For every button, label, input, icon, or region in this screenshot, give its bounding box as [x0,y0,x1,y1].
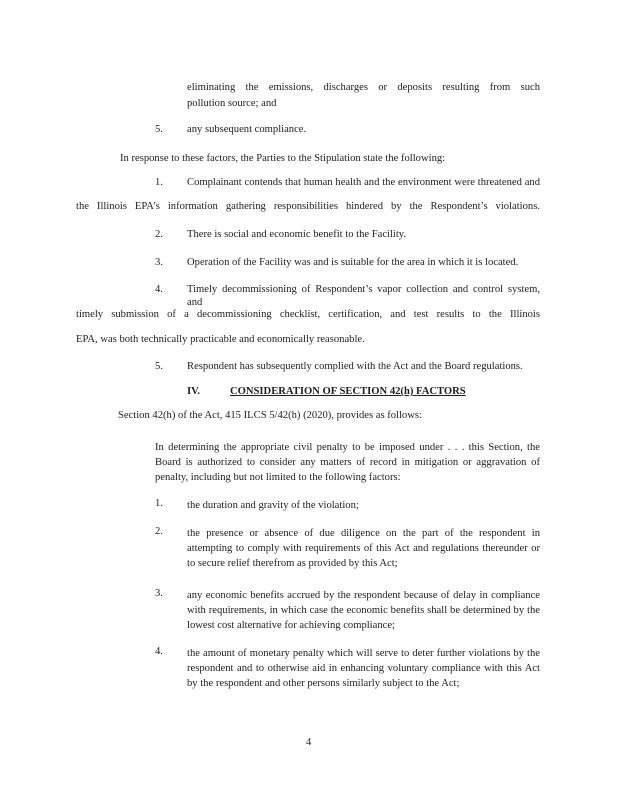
stipulation-5-text: Respondent has subsequently complied with the Act and the Board regulations. [187,361,523,372]
factor-1-number: 1. [155,498,163,509]
section-heading-title: CONSIDERATION OF SECTION 42(h) FACTORS [230,386,466,397]
continued-item-line-2: pollution source; and [187,98,277,109]
factor-1-text: the duration and gravity of the violation; [187,500,359,511]
factor-3-text: any economic benefits accrued by the respondent because of delay in compliance with requirements, in which case the economic benefits shall be determined by the lowest cost alternative for achieving compliance; [187,590,540,631]
quote-intro: In determining the appropriate civil penalty to be imposed under . . . this Section, the Board is authorized to consider any matters of record in mitigation or aggravation of penalty, including but not limited to the following factors: [155,442,540,483]
item-5-text: any subsequent compliance. [187,124,307,135]
stipulation-3-number: 3. [155,257,163,268]
stipulation-4-line-2: timely submission of a decommissioning checklist, certification, and test results to the Illinois [76,309,540,320]
factor-2-number: 2. [155,526,163,537]
factor-3-number: 3. [155,588,163,599]
section-intro: Section 42(h) of the Act, 415 ILCS 5/42(h) (2020), provides as follows: [118,410,422,421]
stipulation-3-text: Operation of the Facility was and is suitable for the area in which it is located. [187,257,519,268]
factor-4-text: the amount of monetary penalty which will serve to deter further violations by the respondent and to otherwise aid in enhancing voluntary compliance with this Act by the respondent and other persons similarly subject to the Act; [187,648,540,689]
stipulation-4-line-1: Timely decommissioning of Respondent’s vapor collection and control system, and [187,284,540,308]
stipulation-5-number: 5. [155,361,163,372]
stipulation-1-line-1: Complainant contends that human health and the environment were threatened and [187,177,540,188]
stipulation-2-number: 2. [155,229,163,240]
continued-item-line-1: eliminating the emissions, discharges or deposits resulting from such [187,82,540,93]
stipulation-1-number: 1. [155,177,163,188]
page-number: 4 [306,737,312,748]
factor-4-number: 4. [155,646,163,657]
stipulation-1-line-2: the Illinois EPA’s information gathering responsibilities hindered by the Respondent’s violations. [76,201,540,212]
section-heading-number: IV. [187,386,201,397]
stipulation-4-number: 4. [155,284,163,295]
factor-2-text: the presence or absence of due diligence on the part of the respondent in attempting to comply with requirements of this Act and regulations thereunder or to secure relief therefrom as provided by this Act; [187,528,540,569]
item-5-number: 5. [155,124,163,135]
stipulation-4-line-3: EPA, was both technically practicable and economically reasonable. [76,334,365,345]
stipulation-2-text: There is social and economic benefit to the Facility. [187,229,407,240]
response-intro: In response to these factors, the Parties to the Stipulation state the following: [120,153,446,164]
